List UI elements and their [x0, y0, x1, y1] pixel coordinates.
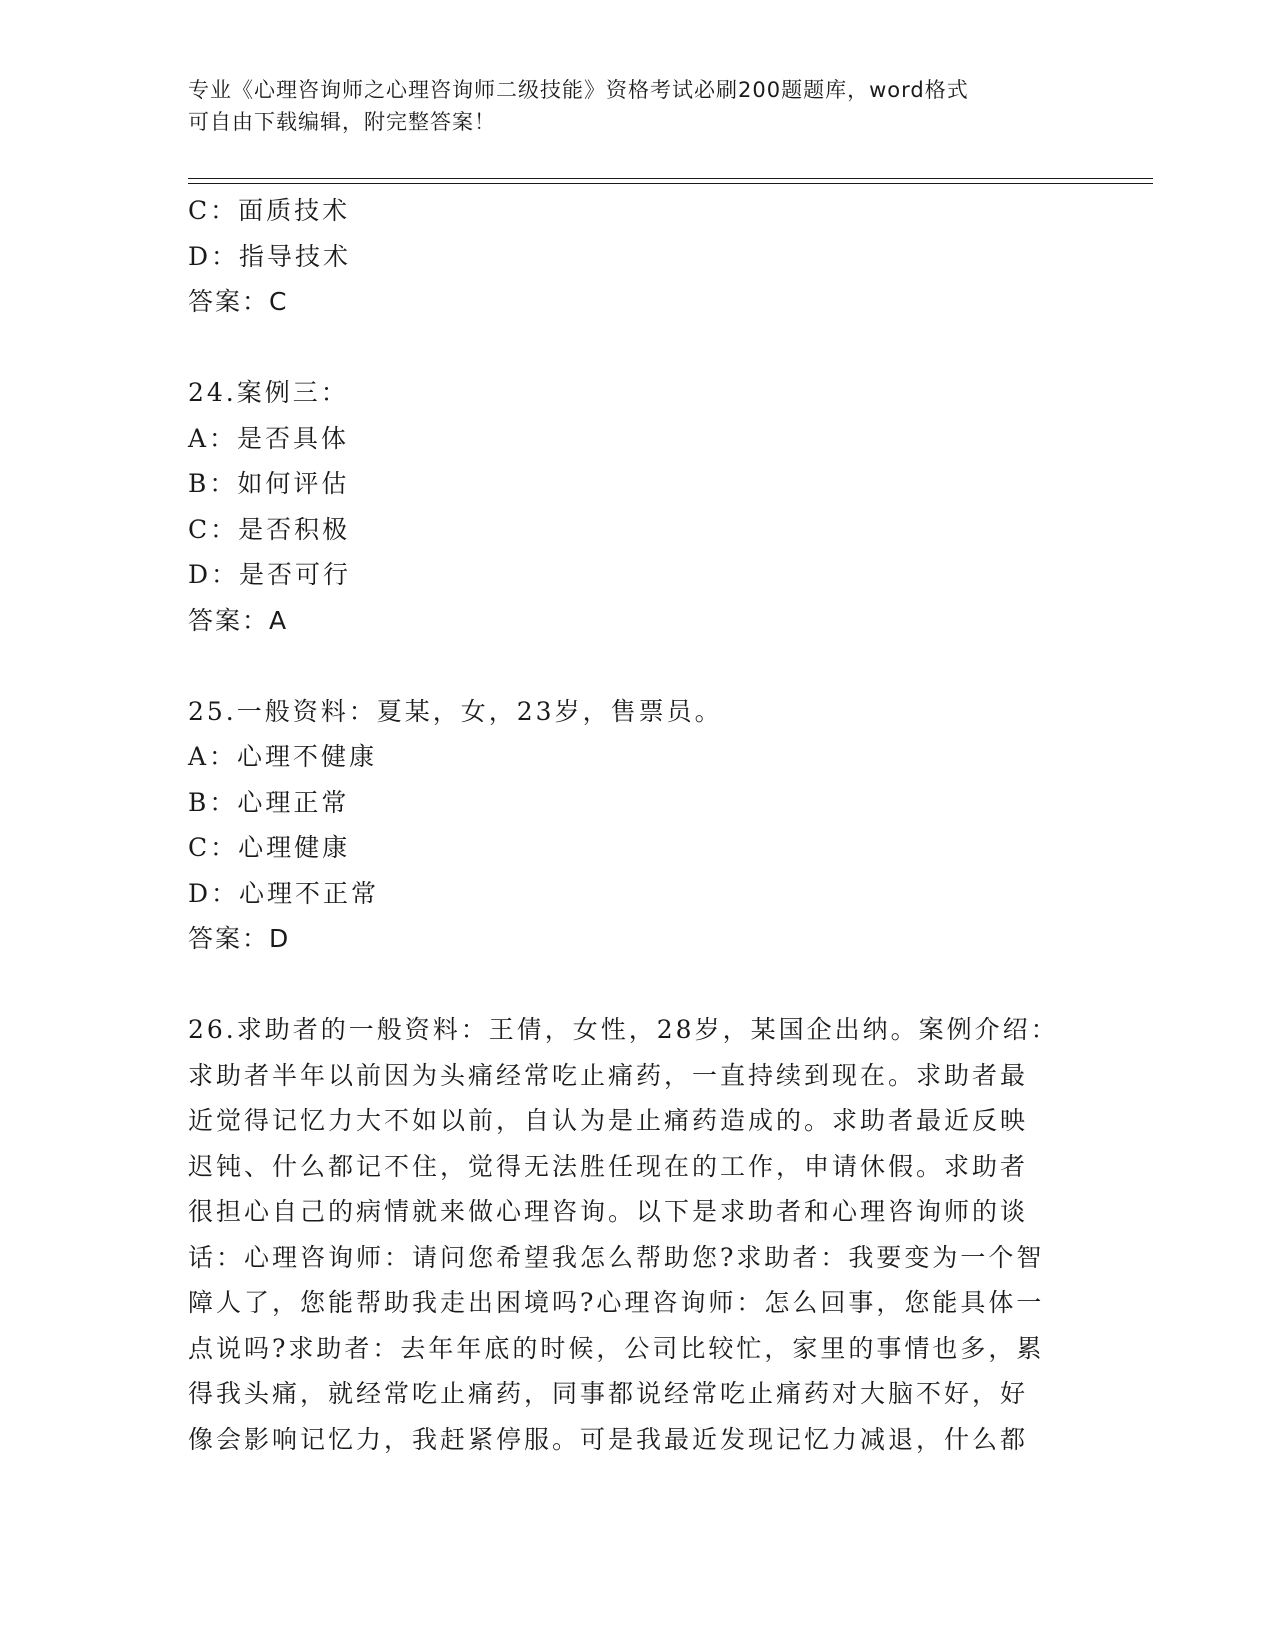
document-header — [188, 74, 1068, 138]
document-body — [188, 188, 1068, 1462]
spacer — [188, 325, 1068, 371]
header-divider-top — [188, 178, 1153, 179]
question-text-line: 得我头痛，就经常吃止痛药，同事都说经常吃止痛药对大脑不好，好 — [188, 1379, 1029, 1408]
spacer — [188, 962, 1068, 1008]
spacer — [188, 643, 1068, 689]
question-text-line: 近觉得记忆力大不如以前，自认为是止痛药造成的。求助者最近反映 — [188, 1106, 1029, 1135]
question-text-line: 迟钝、什么都记不住，觉得无法胜任现在的工作，申请休假。求助者 — [188, 1151, 1029, 1181]
question-text-line: 26.求助者的一般资料：王倩，女性，28岁，某国企出纳。案例介绍： — [188, 1015, 1059, 1044]
question-26 — [188, 1007, 1068, 1462]
answer: 答案：C — [188, 287, 289, 316]
question-24 — [188, 370, 1068, 643]
option-c: C：是否积极 — [188, 514, 351, 544]
answer: 答案：D — [188, 924, 291, 953]
question-text-line: 点说吗?求助者：去年年底的时候，公司比较忙，家里的事情也多，累 — [188, 1333, 1045, 1363]
option-d: D：指导技术 — [188, 241, 352, 271]
option-c: C：心理健康 — [188, 833, 351, 862]
option-a: A：是否具体 — [188, 423, 350, 453]
question-text-line: 很担心自己的病情就来做心理咨询。以下是求助者和心理咨询师的谈 — [188, 1197, 1029, 1226]
header-divider-bottom — [188, 183, 1153, 184]
question-stem: 25.一般资料：夏某，女，23岁，售票员。 — [188, 696, 723, 726]
option-a: A：心理不健康 — [188, 742, 378, 771]
question-stem: 24.案例三： — [188, 378, 349, 407]
option-d: D：是否可行 — [188, 560, 352, 589]
option-c: C：面质技术 — [188, 196, 351, 225]
question-23-tail — [188, 188, 1068, 325]
question-25 — [188, 689, 1068, 962]
option-b: B：心理正常 — [188, 787, 350, 817]
answer: 答案：A — [188, 605, 289, 635]
option-b: B：如何评估 — [188, 469, 350, 498]
header-line-1: 专业《心理咨询师之心理咨询师二级技能》资格考试必刷200题题库，word格式 — [188, 78, 969, 102]
question-text-line: 障人了，您能帮助我走出困境吗?心理咨询师：怎么回事，您能具体一 — [188, 1288, 1045, 1317]
question-text-line: 话：心理咨询师：请问您希望我怎么帮助您?求助者：我要变为一个智 — [188, 1242, 1045, 1272]
question-text-line: 像会影响记忆力，我赶紧停服。可是我最近发现记忆力减退，什么都 — [188, 1424, 1029, 1454]
option-d: D：心理不正常 — [188, 878, 380, 908]
header-line-2: 可自由下载编辑，附完整答案！ — [188, 110, 496, 134]
question-text-line: 求助者半年以前因为头痛经常吃止痛药，一直持续到现在。求助者最 — [188, 1060, 1029, 1090]
